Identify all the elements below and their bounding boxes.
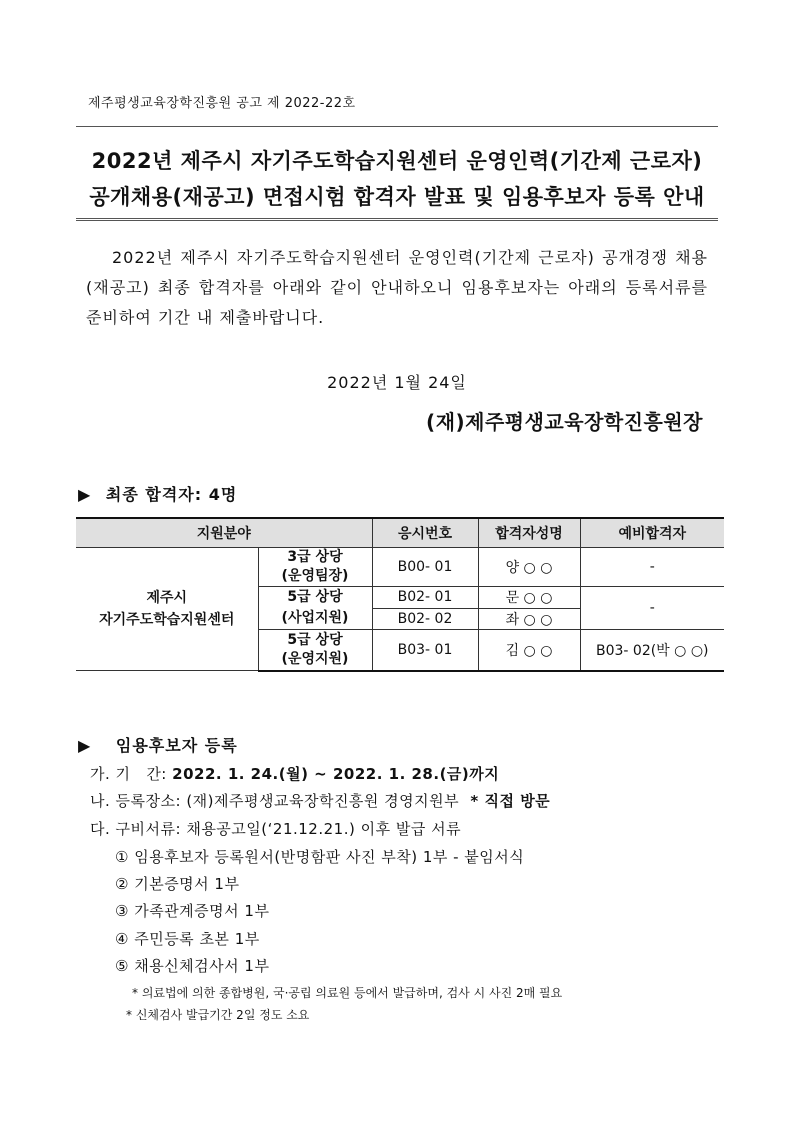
role-label: (사업지원) — [281, 610, 349, 626]
grade-label: 3급 상당 — [287, 549, 343, 565]
grade-cell — [258, 548, 372, 587]
title-line-2: 공개채용(재공고) 면접시험 합격자 발표 및 임용후보자 등록 안내 — [89, 185, 705, 209]
docs-line — [90, 818, 461, 839]
reserve-cell: - — [580, 548, 724, 587]
section-title: 임용후보자 등록 — [115, 736, 238, 755]
header-reserve: 예비합격자 — [580, 518, 724, 548]
place-note: * 직접 방문 — [470, 792, 551, 810]
period-label: 가. 기 간: — [90, 765, 167, 783]
place-line — [90, 790, 550, 811]
period-value: 2022. 1. 24.(월) ~ 2022. 1. 28.(금)까지 — [172, 765, 500, 783]
period-line — [90, 763, 499, 784]
passer-name-cell: 좌 ○ ○ — [478, 608, 580, 630]
section-registration — [78, 733, 238, 756]
header-field: 지원분야 — [76, 518, 372, 548]
header-exam-no: 응시번호 — [372, 518, 478, 548]
passer-name-cell: 문 ○ ○ — [478, 587, 580, 609]
top-rule — [76, 126, 718, 127]
body-paragraph: 2022년 제주시 자기주도학습지원센터 운영인력(기간제 근로자) 공개경쟁 채용(재공고) 최종 합격자를 아래와 같이 안내하오니 임용후보자는 아래의 등록서류를 준비하여 기간 내 제출바랍니다. — [86, 248, 708, 327]
document-item: ④ 주민등록 초본 1부 — [115, 930, 260, 948]
exam-no-cell: B00- 01 — [372, 548, 478, 587]
place-value: (재)제주평생교육장학진흥원 경영지원부 — [186, 792, 460, 810]
notice-number: 제주평생교육장학진흥원 공고 제 2022-22호 — [88, 96, 356, 111]
place-label: 나. 등록장소: — [90, 792, 182, 810]
document-item: ② 기본증명서 1부 — [115, 875, 240, 893]
document-item: ⑤ 채용신체검사서 1부 — [115, 957, 270, 975]
reserve-cell: B03- 02(박 ○ ○) — [580, 630, 724, 671]
passer-name-cell: 김 ○ ○ — [478, 630, 580, 671]
reserve-cell: - — [580, 587, 724, 630]
role-label: (운영지원) — [281, 650, 349, 667]
section-final-passers — [78, 482, 237, 505]
triangle-icon: ▶ — [78, 736, 92, 755]
role-label: (운영팀장) — [281, 568, 349, 584]
triangle-icon: ▶ — [78, 485, 92, 504]
document-item: ① 임용후보자 등록원서(반명함판 사진 부착) 1부 - 붙임서식 — [115, 848, 525, 866]
grade-cell — [258, 587, 372, 630]
section-title: 최종 합격자: 4명 — [105, 485, 238, 504]
header-passer-name: 합격자성명 — [478, 518, 580, 548]
title-line-1: 2022년 제주시 자기주도학습지원센터 운영인력(기간제 근로자) — [91, 149, 703, 173]
exam-no-cell: B02- 01 — [372, 587, 478, 609]
exam-no-cell: B03- 01 — [372, 630, 478, 671]
passer-name-cell: 양 ○ ○ — [478, 548, 580, 587]
grade-label: 5급 상당 — [287, 589, 343, 605]
field-cell — [76, 548, 258, 671]
note-line: * 의료법에 의한 종합병원, 국·공립 의료원 등에서 발급하며, 검사 시 사진 2매 필요 — [132, 986, 563, 1000]
title-rule — [76, 218, 718, 221]
organization-name: (재)제주평생교육장학진흥원장 — [426, 410, 703, 434]
note-line: * 신체검사 발급기간 2일 정도 소요 — [126, 1008, 310, 1022]
exam-no-cell: B02- 02 — [372, 608, 478, 630]
grade-cell — [258, 630, 372, 671]
result-table — [76, 517, 724, 672]
docs-value: 채용공고일(‘21.12.21.) 이후 발급 서류 — [186, 820, 462, 838]
document-item: ③ 가족관계증명서 1부 — [115, 902, 270, 920]
grade-label: 5급 상당 — [287, 631, 343, 648]
docs-label: 다. 구비서류: — [90, 820, 182, 838]
announcement-date: 2022년 1월 24일 — [327, 373, 467, 392]
field-label: 제주시 자기주도학습지원센터 — [99, 590, 235, 628]
